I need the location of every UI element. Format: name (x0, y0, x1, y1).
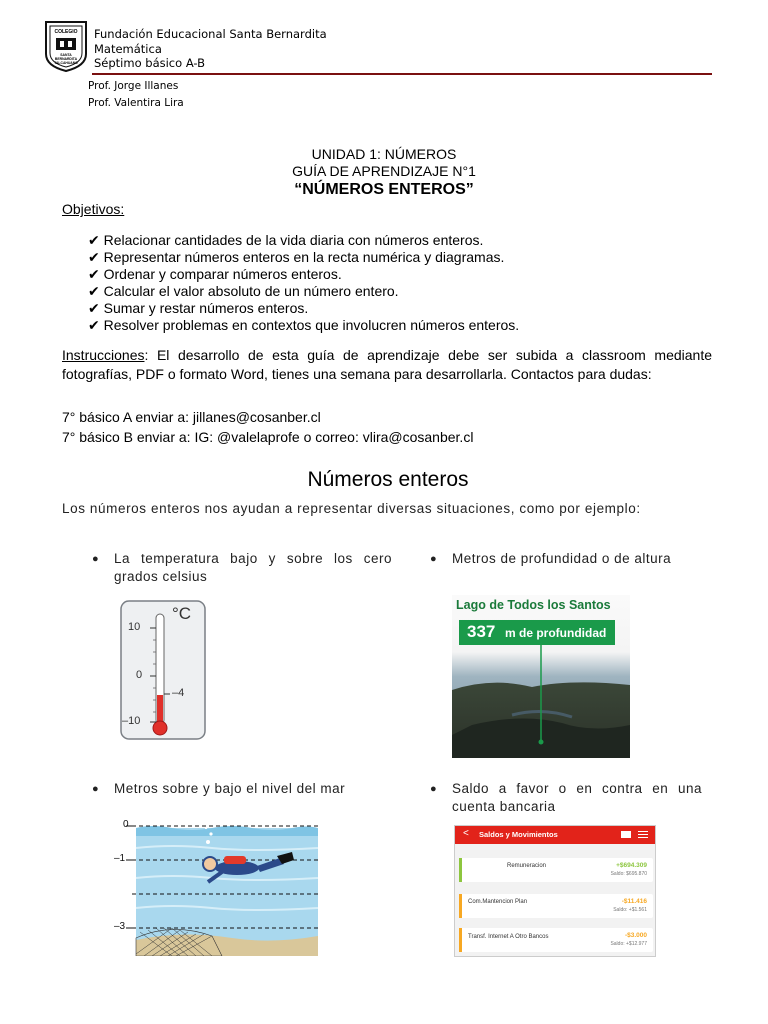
teachers (88, 78, 184, 112)
bullet-depth (430, 550, 702, 568)
logo-text-top: COLEGIO (54, 29, 78, 35)
bullet-dot: ● (430, 553, 438, 565)
lake-title: Lago de Todos los Santos (456, 598, 611, 612)
contact-a: 7° básico A enviar a: jillanes@cosanber.cl (62, 409, 321, 425)
teacher-2: Prof. Valentira Lira (88, 97, 184, 109)
menu-icon (638, 831, 648, 838)
thermometer-illustration (120, 600, 206, 740)
bullet-temperature (92, 550, 392, 586)
unit-title: UNIDAD 1: NÚMEROS (311, 146, 457, 162)
transaction-saldo: Saldo: +$12.977 (610, 941, 647, 947)
transaction-label: Remuneracion (507, 863, 547, 869)
objective-item: ✔ Representar números enteros en la recta numérica y diagramas. (88, 249, 505, 265)
transaction-label: Com.Mantencion Plan (468, 899, 528, 905)
objective-item: ✔ Sumar y restar números enteros. (88, 300, 309, 316)
lake-depth-label: m de profundidad (505, 626, 607, 640)
sea-level-label: –3 (114, 921, 126, 932)
sea-level-label: 0 (123, 819, 129, 830)
section-intro: Los números enteros nos ayudan a representar diversas situaciones, como por ejemplo: (62, 501, 641, 516)
thermometer-unit: °C (172, 604, 192, 623)
objective-item: ✔ Ordenar y comparar números enteros. (88, 266, 342, 282)
objectives-label: Objetivos: (62, 201, 125, 217)
bank-transaction-row (459, 858, 653, 882)
header-divider (92, 73, 712, 75)
back-arrow-icon: < (463, 828, 469, 839)
bullet-bank (430, 780, 702, 816)
bullet-text: Metros de profundidad o de altura (452, 551, 672, 566)
bullet-text: Metros sobre y bajo el nivel del mar (114, 781, 346, 796)
bullet-dot: ● (430, 783, 438, 795)
mail-icon (621, 831, 631, 838)
bank-transaction-row (459, 894, 653, 918)
thermometer-marker-label: –4 (172, 687, 185, 699)
sea-level-label: –1 (114, 853, 126, 864)
subject-name: Matemática (94, 41, 162, 56)
grade-name: Séptimo básico A-B (94, 56, 206, 70)
bank-transaction-row (459, 928, 653, 952)
instructions-text: : El desarrollo de esta guía de aprendizaje debe ser subida a classroom mediante fotografías, PDF o formato Word, tienes una semana para desarrollarla. Contactos para dudas: (62, 347, 712, 382)
topic-title: “NÚMEROS ENTEROS” (294, 181, 474, 198)
section-title: Números enteros (307, 468, 469, 491)
bullet-sea-level (92, 780, 399, 798)
lake-depth-value: 337 (467, 622, 496, 641)
logo-text-bottom: SANTA BERNARDITA TALCAHUANO (54, 53, 78, 65)
thermometer-tick-label: 10 (128, 621, 141, 633)
school-name: Fundación Educacional Santa Bernardita (94, 27, 327, 41)
guide-number: GUÍA DE APRENDIZAJE N°1 (292, 163, 476, 179)
objectives-list (88, 232, 519, 334)
transaction-saldo: Saldo: +$1.561 (613, 907, 647, 913)
bullet-text: La temperatura bajo y sobre los cero grados celsius (114, 551, 392, 584)
bank-header-title: Saldos y Movimientos (479, 830, 558, 839)
transaction-amount: -$11.416 (621, 898, 647, 905)
school-logo (44, 20, 88, 72)
guide-title (0, 146, 768, 199)
header-text (94, 27, 327, 71)
objective-item: ✔ Calcular el valor absoluto de un número entero. (88, 283, 399, 299)
bullet-dot: ● (92, 553, 100, 565)
transaction-label: Transf. Internet A Otro Bancos (468, 934, 549, 940)
transaction-amount: -$3.000 (624, 932, 647, 939)
thermometer-tick-label: 0 (136, 669, 143, 681)
sea-level-image (112, 818, 318, 956)
instructions-label: Instrucciones (62, 347, 145, 363)
objective-item: ✔ Resolver problemas en contextos que involucren números enteros. (88, 317, 520, 333)
transaction-saldo: Saldo: $695.870 (610, 871, 647, 877)
thermometer-tick-label: –10 (122, 715, 141, 727)
bullet-dot: ● (92, 783, 100, 795)
bank-app-screenshot (454, 825, 656, 957)
teacher-1: Prof. Jorge Illanes (88, 80, 179, 92)
transaction-amount: +$694.309 (616, 862, 647, 869)
objective-item: ✔ Relacionar cantidades de la vida diaria con números enteros. (88, 232, 484, 248)
contact-b: 7° básico B enviar a: IG: @valelaprofe o correo: vlira@cosanber.cl (62, 429, 474, 445)
bank-header-bar (455, 826, 656, 844)
instructions (62, 346, 712, 384)
bullet-text: Saldo a favor o en contra en una cuenta bancaria (452, 781, 702, 814)
lake-depth-image (452, 595, 630, 758)
